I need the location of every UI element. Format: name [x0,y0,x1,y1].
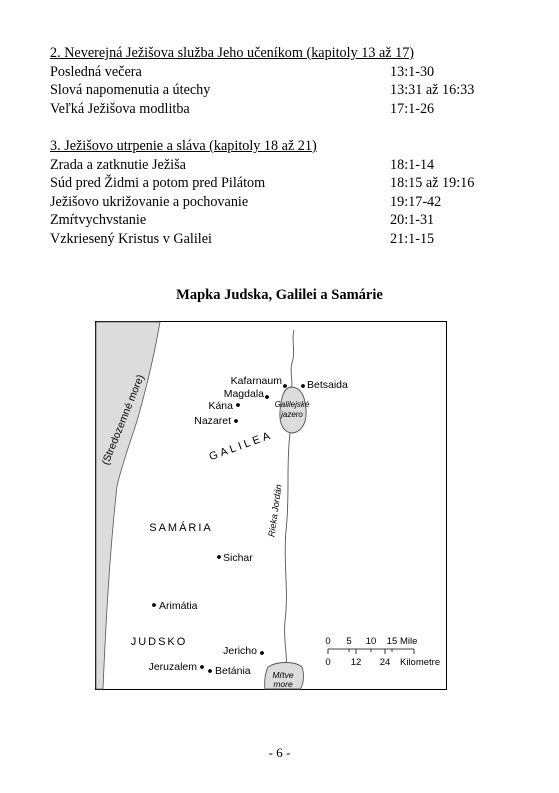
lake-label-line2: jazero [281,410,303,419]
scale-mile-tick: 5 [346,636,352,647]
outline-row-text: Ježišovo ukrižovanie a pochovanie [50,193,249,210]
outline-row-ref: 21:1-15 [390,230,435,247]
outline-row [50,63,510,82]
city-label-nazaret: Nazaret [194,415,231,427]
outline-row-ref: 20:1-31 [390,212,435,229]
outline-row-text: Vzkriesený Kristus v Galilei [50,230,212,247]
city-dot [234,419,238,423]
map-title: Mapka Judska, Galilei a Samárie [176,287,383,303]
city-dot [152,603,156,607]
outline-row [50,156,510,175]
city-label-jericho: Jericho [223,645,257,657]
sea-label: (Stredozemné more) [99,372,147,467]
outline-row [50,230,510,249]
scale-mile-tick: 15 [386,636,398,647]
outline-row-text: Posledná večera [50,63,142,80]
city-dot [301,384,305,388]
outline-row-text: Zrada a zatknutie Ježiša [50,156,186,173]
section-passion-glory [50,137,510,249]
city-label-magdala: Magdala [223,388,264,400]
map-judea-galilee-samaria [95,321,447,690]
city-label-betsaida: Betsaida [307,379,348,391]
outline-row-ref: 13:1-30 [390,63,435,80]
page-number: - 6 - [268,745,291,760]
scale-mile-tick: 10 [365,636,377,647]
outline-row-ref: 18:15 až 19:16 [390,175,475,192]
outline-row [50,193,510,212]
city-label-arimatia: Arimátia [159,600,198,612]
outline-row-ref: 18:1-14 [390,156,435,173]
outline-row-ref: 17:1-26 [390,100,435,117]
section-public-ministry [50,44,510,118]
city-dot [260,651,264,655]
city-label-sichar: Sichar [223,552,253,564]
outline-row [50,174,510,193]
outline-row-ref: 13:31 až 16:33 [390,82,475,99]
scale-km-tick: 0 [325,657,331,668]
outline-row [50,100,510,119]
city-dot [217,555,221,559]
region-galilea: GALILEA [207,429,275,464]
region-judsko: JUDSKO [130,636,188,648]
city-label-kana: Kána [208,400,233,412]
city-dot [200,665,204,669]
outline-row [50,211,510,230]
city-dot [283,384,287,388]
dead-sea-label-line2: more [273,679,293,689]
city-label-kafarnaum: Kafarnaum [230,375,282,387]
scale-km-unit: Kilometre [400,657,441,668]
city-dot [208,669,212,673]
dead-sea-label-line1: Mŕtve [272,670,294,680]
scale-mile-tick: 0 [325,636,331,647]
outline-row [50,81,510,100]
section-heading: 2. Neverejná Ježišova služba Jeho učeníkom (kapitoly 13 až 17) [50,45,415,61]
city-label-betania: Betánia [215,665,251,677]
outline-row-text: Súd pred Židmi a potom pred Pilátom [50,175,266,192]
city-dot [236,403,240,407]
outline-row-text: Zmŕtvychvstanie [50,212,147,229]
scale-km-tick: 12 [350,657,362,668]
scale-mile-unit: Mile [400,636,418,647]
river-label: Rieka Jordán [266,483,284,538]
city-dot [265,395,269,399]
scale-km-tick: 24 [379,657,391,668]
outline-row-ref: 19:17-42 [390,193,442,210]
lake-label-line1: Galilejské [274,400,310,409]
city-label-jeruzalem: Jeruzalem [148,661,197,673]
outline-row-text: Veľká Ježišova modlitba [50,100,190,117]
region-samaria: SAMÁRIA [149,522,213,534]
section-heading: 3. Ježišovo utrpenie a sláva (kapitoly 18 až 21) [50,138,317,154]
outline-row-text: Slová napomenutia a útechy [50,82,211,99]
